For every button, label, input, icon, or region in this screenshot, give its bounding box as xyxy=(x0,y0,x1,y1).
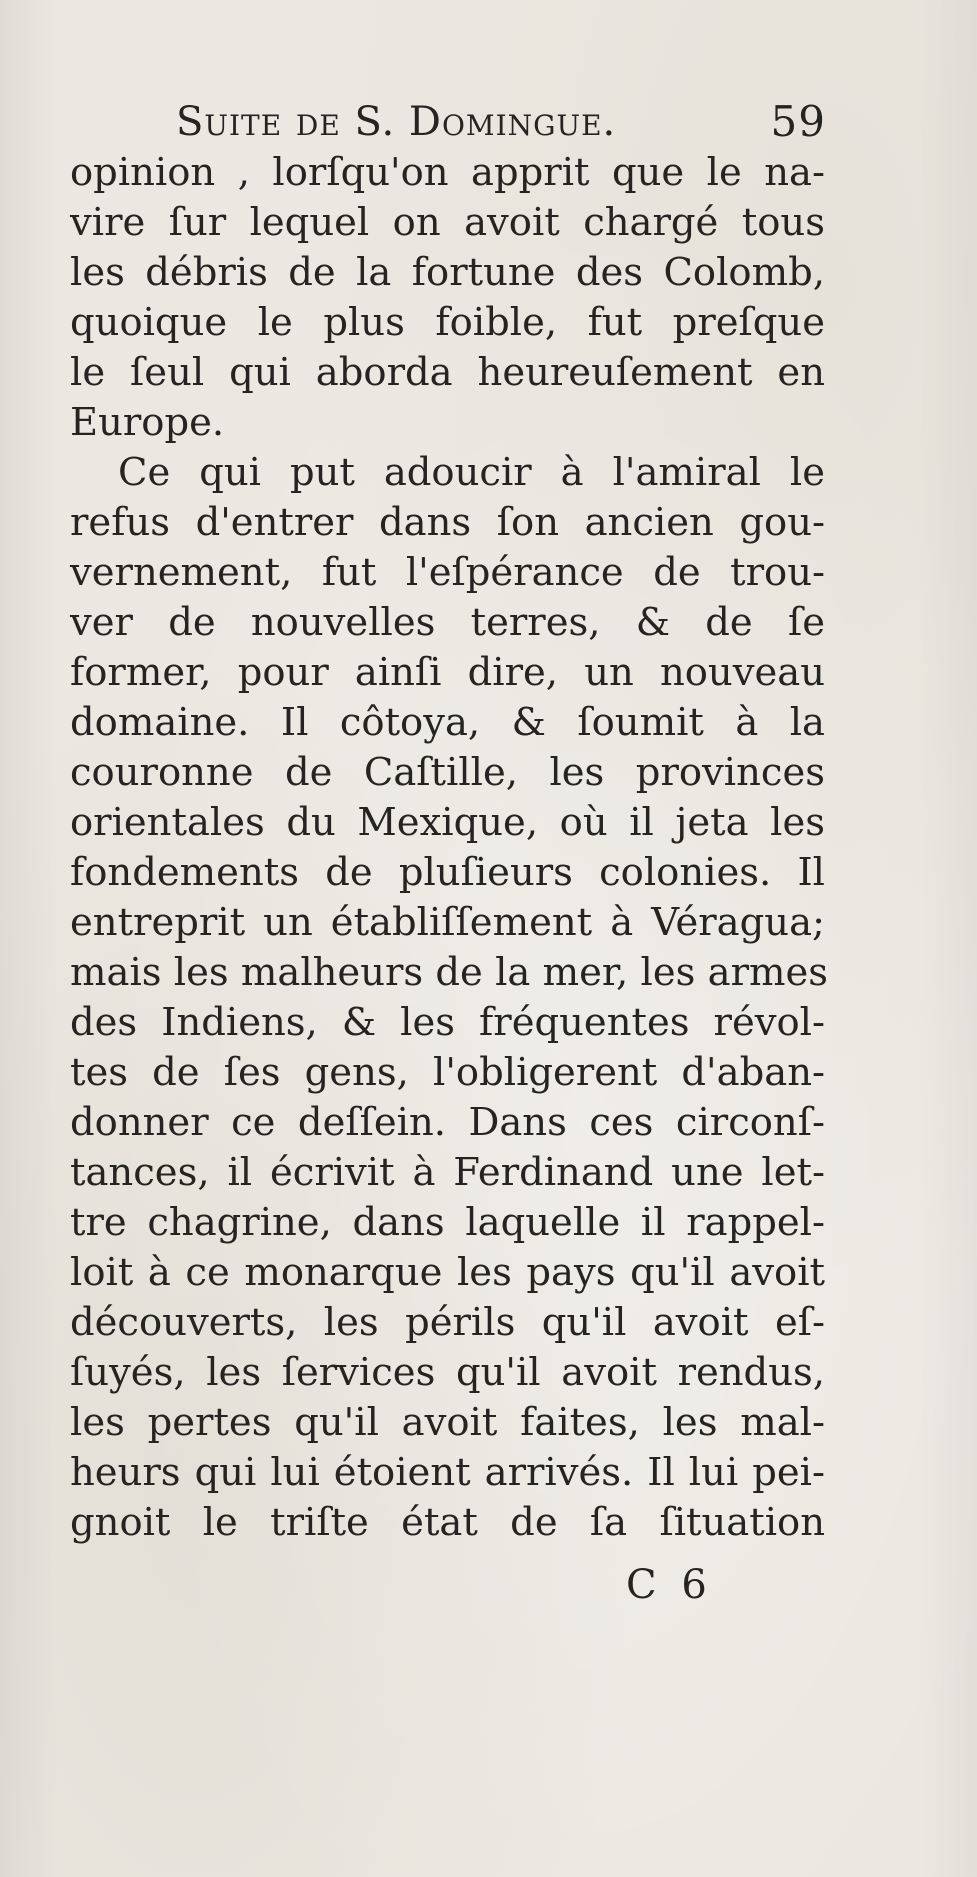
text-line: donner ce deſſein. Dans ces circonſ- xyxy=(70,1100,825,1145)
text-line: gnoit le triſte état de ſa ſituation xyxy=(70,1500,825,1545)
text-line: mais les malheurs de la mer, les armes xyxy=(70,950,829,995)
text-line: ver de nouvelles terres, & de ſe xyxy=(70,600,825,645)
text-line: le ſeul qui aborda heureuſement en xyxy=(70,350,825,395)
text-line: tes de ſes gens, l'obligerent d'aban- xyxy=(70,1050,825,1095)
text-line: orientales du Mexique, où il jeta les xyxy=(70,800,825,845)
text-line: Ce qui put adoucir à l'amiral le xyxy=(118,450,825,495)
text-line: loit à ce monarque les pays qu'il avoit xyxy=(70,1250,825,1295)
running-title: Suite de S. Domingue. xyxy=(176,99,617,145)
text-line: les pertes qu'il avoit faites, les mal- xyxy=(70,1400,825,1445)
body-text xyxy=(70,148,829,1558)
text-line: les débris de la fortune des Colomb, xyxy=(70,250,825,295)
text-line: couronne de Caſtille, les provinces xyxy=(70,750,825,795)
text-line: entreprit un établiſſement à Véragua; xyxy=(70,900,825,945)
text-line: vire ſur lequel on avoit chargé tous xyxy=(70,200,825,245)
text-line: refus d'entrer dans ſon ancien gou- xyxy=(70,500,825,545)
text-line: découverts, les périls qu'il avoit eſ- xyxy=(70,1300,825,1345)
text-line: des Indiens, & les fréquentes révol- xyxy=(70,1000,825,1045)
text-line: ſuyés, les ſervices qu'il avoit rendus, xyxy=(70,1350,825,1395)
text-line: tances, il écrivit à Ferdinand une let- xyxy=(70,1150,825,1195)
text-line: quoique le plus foible, fut preſque xyxy=(70,300,825,345)
page-number: 59 xyxy=(770,97,826,146)
text-line: vernement, fut l'eſpérance de trou- xyxy=(70,550,825,595)
text-line: tre chagrine, dans laquelle il rappel- xyxy=(70,1200,825,1245)
text-line: opinion , lorſqu'on apprit que le na- xyxy=(70,150,825,195)
text-line: heurs qui lui étoient arrivés. Il lui pei- xyxy=(70,1450,825,1495)
running-head xyxy=(176,92,826,152)
text-line: former, pour ainſi dire, un nouveau xyxy=(70,650,825,695)
text-line: domaine. Il côtoya, & ſoumit à la xyxy=(70,700,825,745)
text-line: Europe. xyxy=(70,400,225,445)
signature-mark: C 6 xyxy=(626,1562,713,1608)
text-line: fondements de pluſieurs colonies. Il xyxy=(70,850,825,895)
